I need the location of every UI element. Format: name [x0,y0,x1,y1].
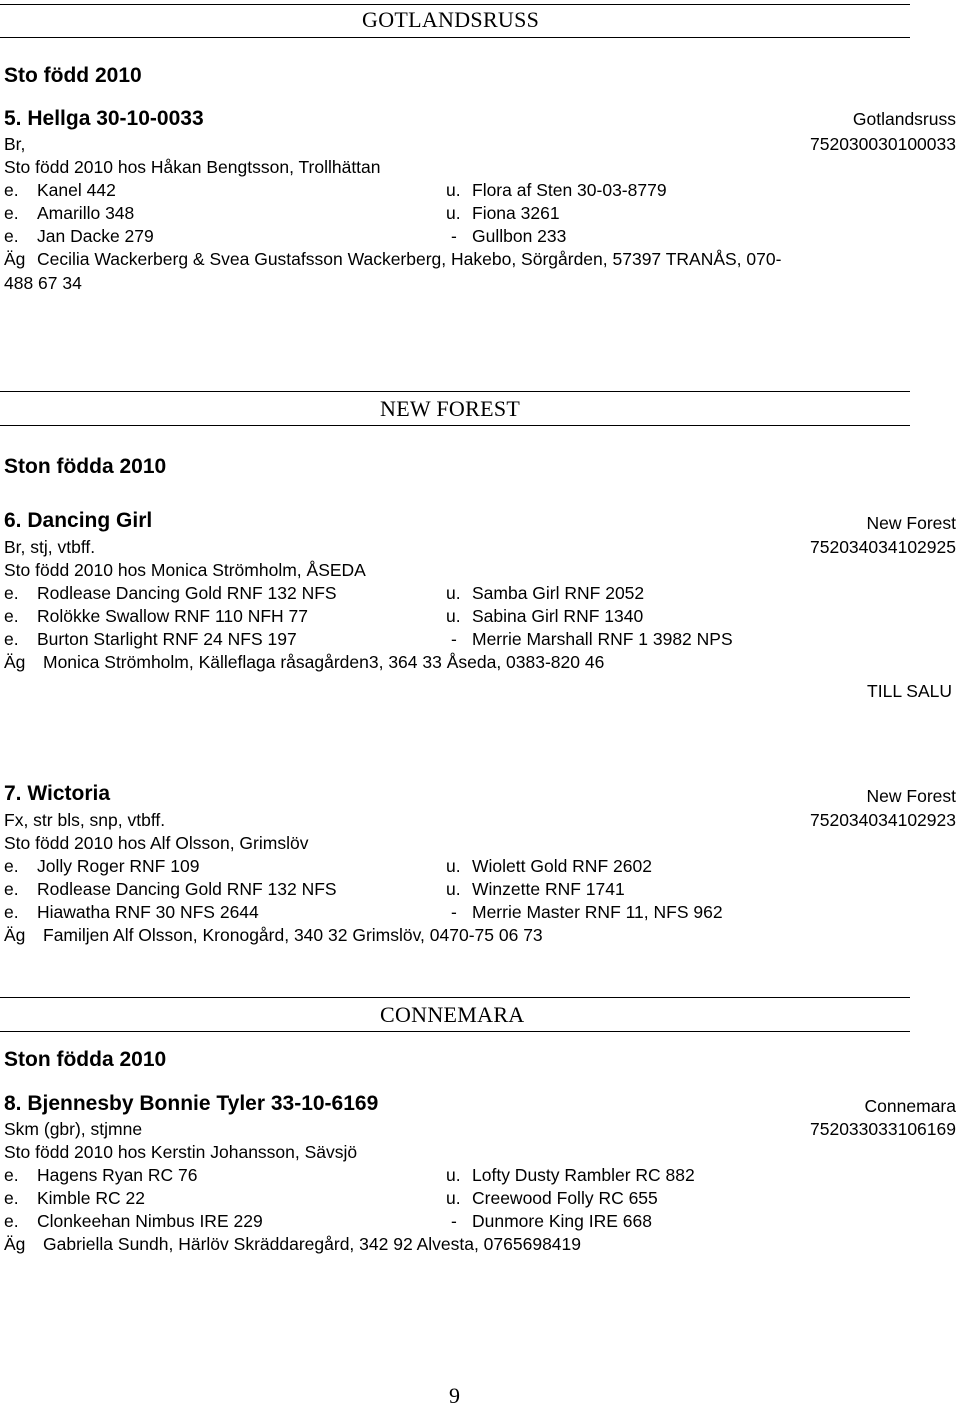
horse-description: Fx, str bls, snp, vtbff. [4,810,166,830]
section-top-rule [0,4,910,5]
section-subheading: Ston födda 2010 [4,455,167,478]
owner-line-continued: 488 67 34 [4,273,82,293]
horse-ueln: 752034034102923 [810,810,956,830]
sire-prefix: e. [4,879,19,899]
pedigree-sire: Kimble RC 22 [37,1188,145,1208]
pedigree-dam: Fiona 3261 [472,203,560,223]
section-subheading: Ston födda 2010 [4,1048,167,1071]
horse-name: 7. Wictoria [4,782,111,805]
sire-prefix: e. [4,1188,19,1208]
sire-prefix: e. [4,1211,19,1231]
pedigree-sire: Rolökke Swallow RNF 110 NFH 77 [37,606,309,626]
sire-prefix: e. [4,1165,19,1185]
horse-breed: Connemara [864,1096,956,1116]
pedigree-dam: Samba Girl RNF 2052 [472,583,645,603]
sire-prefix: e. [4,902,19,922]
dam-prefix: u. [446,180,461,200]
pedigree-sire: Kanel 442 [37,180,116,200]
sire-prefix: e. [4,180,19,200]
owner-line: Gabriella Sundh, Härlöv Skräddaregård, 342 92 Alvesta, 0765698419 [43,1234,582,1254]
horse-name: 5. Hellga 30-10-0033 [4,107,204,130]
dam-prefix: u. [446,879,461,899]
horse-born-at: Sto född 2010 hos Alf Olsson, Grimslöv [4,833,309,853]
dam-prefix: - [451,629,457,649]
horse-breed: New Forest [866,513,956,533]
horse-ueln: 752033033106169 [810,1119,956,1139]
sire-prefix: e. [4,606,19,626]
dam-prefix: - [451,902,457,922]
section-subheading: Sto född 2010 [4,64,142,87]
sire-prefix: e. [4,629,19,649]
dam-prefix: u. [446,1188,461,1208]
sire-prefix: e. [4,226,19,246]
owner-prefix: Äg [4,925,26,945]
pedigree-sire: Hagens Ryan RC 76 [37,1165,198,1185]
dam-prefix: u. [446,583,461,603]
section-title-gotlandsruss: GOTLANDSRUSS [362,7,540,32]
sire-prefix: e. [4,583,19,603]
horse-ueln: 752030030100033 [810,134,956,154]
horse-description: Br, stj, vtbff. [4,537,96,557]
section-top-rule [0,997,910,998]
pedigree-sire: Amarillo 348 [37,203,135,223]
pedigree-dam: Creewood Folly RC 655 [472,1188,658,1208]
pedigree-dam: Lofty Dusty Rambler RC 882 [472,1165,695,1185]
for-sale-note: TILL SALU [867,681,952,701]
owner-prefix: Äg [4,1234,26,1254]
section-title-rule [0,37,910,38]
dam-prefix: u. [446,606,461,626]
pedigree-dam: Flora af Sten 30-03-8779 [472,180,667,200]
pedigree-sire: Jan Dacke 279 [37,226,154,246]
pedigree-dam: Winzette RNF 1741 [472,879,625,899]
sire-prefix: e. [4,856,19,876]
pedigree-dam: Dunmore King IRE 668 [472,1211,652,1231]
pedigree-sire: Clonkeehan Nimbus IRE 229 [37,1211,263,1231]
pedigree-sire: Hiawatha RNF 30 NFS 2644 [37,902,259,922]
section-title-rule [0,425,910,426]
horse-name: 6. Dancing Girl [4,509,153,532]
pedigree-sire: Burton Starlight RNF 24 NFS 197 [37,629,297,649]
horse-breed: Gotlandsruss [852,109,956,129]
horse-born-at: Sto född 2010 hos Monica Strömholm, ÅSEDA [4,560,366,580]
pedigree-sire: Jolly Roger RNF 109 [37,856,200,876]
pedigree-dam: Sabina Girl RNF 1340 [472,606,644,626]
owner-line: Cecilia Wackerberg & Svea Gustafsson Wackerberg, Hakebo, Sörgården, 57397 TRANÅS, 070- [37,249,782,269]
owner-line: Familjen Alf Olsson, Kronogård, 340 32 Grimslöv, 0470-75 06 73 [43,925,543,945]
pedigree-sire: Rodlease Dancing Gold RNF 132 NFS [37,879,337,899]
pedigree-sire: Rodlease Dancing Gold RNF 132 NFS [37,583,337,603]
horse-born-at: Sto född 2010 hos Kerstin Johansson, Sävsjö [4,1142,358,1162]
section-top-rule [0,391,910,392]
horse-breed: New Forest [866,786,956,806]
section-title-new-forest: NEW FOREST [380,396,521,421]
owner-line: Monica Strömholm, Källeflaga råsagården3, 364 33 Åseda, 0383-820 46 [43,652,605,672]
horse-ueln: 752034034102925 [810,537,956,557]
section-title-rule [0,1031,910,1032]
sire-prefix: e. [4,203,19,223]
dam-prefix: u. [446,1165,461,1185]
owner-prefix: Äg [4,652,26,672]
owner-prefix: Äg [4,249,26,269]
horse-description: Br, [4,134,26,154]
section-title-connemara: CONNEMARA [380,1002,525,1027]
dam-prefix: - [451,226,457,246]
dam-prefix: u. [446,203,461,223]
horse-description: Skm (gbr), stjmne [4,1119,143,1139]
horse-born-at: Sto född 2010 hos Håkan Bengtsson, Trollhättan [4,157,381,177]
pedigree-dam: Merrie Marshall RNF 1 3982 NPS [472,629,733,649]
horse-name: 8. Bjennesby Bonnie Tyler 33-10-6169 [4,1092,379,1115]
dam-prefix: u. [446,856,461,876]
pedigree-dam: Merrie Master RNF 11, NFS 962 [472,902,723,922]
pedigree-dam: Wiolett Gold RNF 2602 [472,856,652,876]
dam-prefix: - [451,1211,457,1231]
pedigree-dam: Gullbon 233 [472,226,567,246]
page-number: 9 [449,1383,460,1408]
